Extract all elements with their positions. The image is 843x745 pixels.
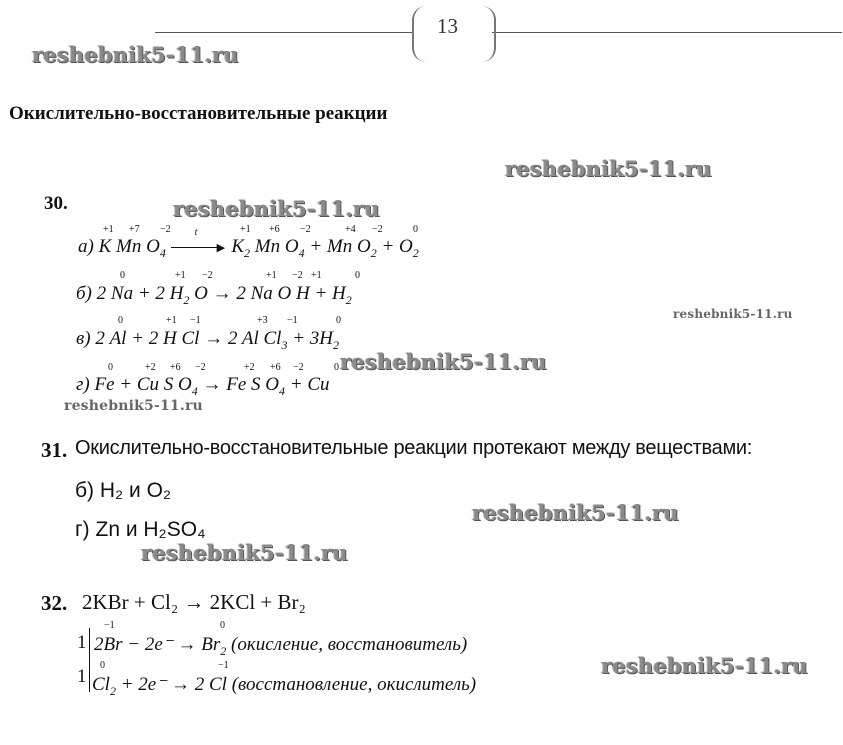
task30-a-plus2: + bbox=[381, 236, 395, 257]
watermark-bottom-right: reshebnik5-11.ru bbox=[601, 653, 808, 678]
oxstate: 0 bbox=[220, 620, 225, 631]
task30-a-plus1: + bbox=[309, 236, 323, 257]
oxstate: +3 bbox=[257, 315, 268, 326]
task32-coef-2: 1 bbox=[77, 666, 87, 687]
oxstate: +4 bbox=[345, 224, 356, 235]
oxstate: 0 bbox=[100, 660, 105, 671]
oxstate: −2 bbox=[160, 224, 171, 235]
task30-a-lhs: K Mn O bbox=[98, 236, 160, 257]
oxstate: +1 bbox=[175, 270, 186, 281]
watermark-small-right: reshebnik5-11.ru bbox=[673, 307, 793, 321]
oxstate: 0 bbox=[336, 315, 341, 326]
task30-b-equation bbox=[76, 283, 352, 308]
watermark-top-right: reshebnik5-11.ru bbox=[505, 156, 712, 181]
task30-b-prefix: б) bbox=[76, 283, 92, 304]
task30-a-lhs-sub: 4 bbox=[159, 245, 166, 260]
oxstate: +1 bbox=[166, 315, 177, 326]
task30-number: 30. bbox=[44, 193, 68, 214]
task30-a-rhs4: O bbox=[399, 236, 413, 257]
half1-note: (окисление, восстановитель) bbox=[231, 634, 468, 655]
half2-sub: 2 bbox=[109, 683, 116, 698]
task30-a-rhs1-sub: 2 bbox=[244, 245, 250, 260]
task30-g-sub1: 4 bbox=[191, 383, 198, 398]
task30-v-prefix: в) bbox=[76, 328, 91, 349]
oxstate: +6 bbox=[270, 362, 281, 373]
watermark-task31-left: reshebnik5-11.ru bbox=[141, 540, 348, 565]
oxstate: +2 bbox=[145, 362, 156, 373]
oxstate: +7 bbox=[129, 224, 140, 235]
arrow-label-t: t bbox=[194, 227, 198, 238]
oxstate: −2 bbox=[372, 224, 383, 235]
task30-g-equation bbox=[76, 374, 330, 399]
oxstate: 0 bbox=[355, 270, 360, 281]
watermark-task30: reshebnik5-11.ru bbox=[173, 196, 380, 221]
oxstate: 0 bbox=[108, 362, 113, 373]
oxstate: −1 bbox=[218, 660, 229, 671]
oxstate: +6 bbox=[269, 224, 280, 235]
watermark-task31-right: reshebnik5-11.ru bbox=[472, 500, 679, 525]
half-reaction-bracket bbox=[89, 628, 90, 692]
task30-a-equation bbox=[78, 227, 419, 261]
task30-v-line: 2 Al + 2 H Cl → 2 Al Cl bbox=[95, 328, 282, 349]
watermark-mid: reshebnik5-11.ru bbox=[340, 349, 547, 374]
task30-v-mid: + 3H bbox=[292, 328, 333, 349]
task30-g-end: + Cu bbox=[289, 374, 330, 395]
half2-left: Cl bbox=[92, 674, 110, 695]
oxstate: −2 bbox=[293, 362, 304, 373]
watermark-small-left: reshebnik5-11.ru bbox=[64, 398, 203, 414]
oxstate: 0 bbox=[118, 315, 123, 326]
oxstate: −1 bbox=[104, 620, 115, 631]
oxstate: +6 bbox=[170, 362, 181, 373]
half2-note: (восстановление, окислитель) bbox=[231, 674, 477, 695]
task30-g-prefix: г) bbox=[76, 374, 90, 395]
half2-mid: + 2e⁻ → 2 Cl bbox=[120, 674, 227, 695]
task32-equation: 2KBr + Cl₂ → 2KCl + Br₂ bbox=[82, 590, 306, 614]
oxstate: 0 bbox=[120, 270, 125, 281]
oxstate: +1 bbox=[311, 270, 322, 281]
oxstate: −2 bbox=[292, 270, 303, 281]
task30-b-line: 2 Na + 2 H bbox=[96, 283, 184, 304]
task30-v-sub2: 2 bbox=[333, 337, 339, 352]
task31-number: 31. bbox=[41, 438, 68, 462]
task32-coef-1: 1 bbox=[77, 632, 87, 653]
oxstate: −1 bbox=[287, 315, 298, 326]
task30-b-mid: O → 2 Na O H + H bbox=[194, 283, 346, 304]
task30-v-equation bbox=[76, 328, 339, 353]
half-reaction-2 bbox=[92, 673, 476, 699]
task31-answer-g: г) Zn и H₂SO₄ bbox=[75, 518, 206, 541]
oxstate: +1 bbox=[266, 270, 277, 281]
half1-sub: 2 bbox=[220, 643, 227, 658]
task30-a-rhs3-sub: 2 bbox=[370, 245, 377, 260]
oxstate: −2 bbox=[195, 362, 206, 373]
half1-left: 2Br − 2e⁻ → Br bbox=[94, 634, 221, 655]
reaction-arrow: t ▶ bbox=[171, 236, 227, 258]
task31-answer-b: б) H₂ и O₂ bbox=[75, 479, 172, 502]
task30-a-prefix: а) bbox=[78, 236, 94, 257]
task31-text: Окислительно-восстановительные реакции протекают между веществами: bbox=[75, 437, 753, 459]
task30-b-sub1: 2 bbox=[183, 292, 190, 307]
task30-v-sub1: 3 bbox=[281, 337, 288, 352]
oxstate: +2 bbox=[244, 362, 255, 373]
task30-g-sub2: 4 bbox=[279, 383, 286, 398]
task30-a-rhs1: K bbox=[231, 236, 244, 257]
oxstate: +1 bbox=[240, 224, 251, 235]
oxstate: −2 bbox=[202, 270, 213, 281]
header-rule-right bbox=[492, 32, 842, 33]
section-title: Окислительно-восстановительные реакции bbox=[9, 103, 388, 124]
oxstate: 0 bbox=[413, 224, 418, 235]
oxstate: −1 bbox=[190, 315, 201, 326]
task30-g-line: Fe + Cu S O bbox=[94, 374, 192, 395]
task30-a-rhs4-sub: 2 bbox=[412, 245, 419, 260]
oxstate: 0 bbox=[334, 362, 339, 373]
task32-number: 32. bbox=[41, 591, 68, 615]
oxstate: −2 bbox=[300, 224, 311, 235]
task30-a-rhs3: Mn O bbox=[326, 236, 371, 257]
header-rule-left bbox=[155, 32, 412, 33]
task30-a-rhs2-sub: 4 bbox=[298, 245, 305, 260]
task30-b-sub2: 2 bbox=[345, 292, 352, 307]
watermark-top-left: reshebnik5-11.ru bbox=[32, 42, 239, 67]
half-reaction-1 bbox=[94, 633, 467, 659]
task30-g-mid: → Fe S O bbox=[202, 374, 280, 395]
oxstate: +1 bbox=[103, 224, 114, 235]
task30-a-rhs2: Mn O bbox=[254, 236, 299, 257]
page-number: 13 bbox=[437, 14, 458, 38]
